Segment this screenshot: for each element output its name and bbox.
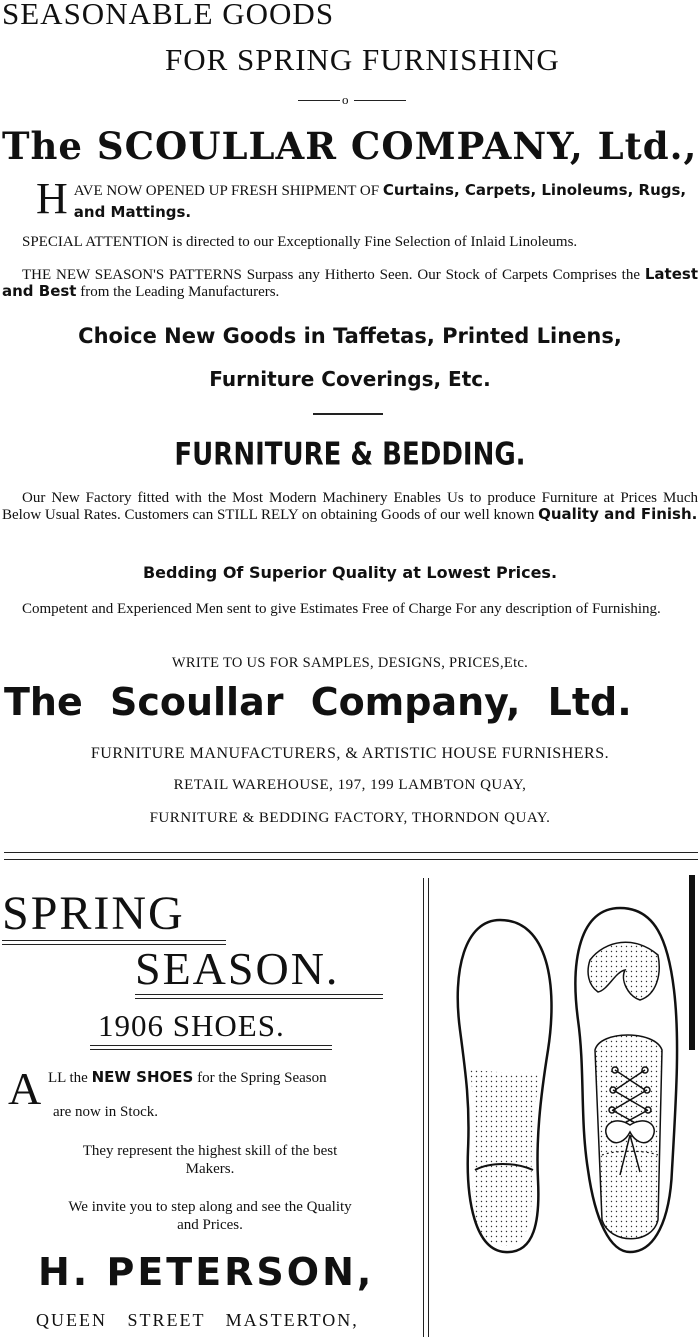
special-attention-text: SPECIAL ATTENTION is directed to our Exceptionally Fine Selection of Inlaid Linoleums. [22, 234, 578, 250]
section-rule [313, 413, 383, 415]
choice-goods-line1: Choice New Goods in Taffetas, Printed Linens, [78, 324, 622, 348]
drop-cap-a: A [8, 1063, 42, 1114]
manufacturers-line: FURNITURE MANUFACTURERS, & ARTISTIC HOUSE FURNISHERS. [90, 745, 610, 762]
invite-line1: We invite you to step along and see the Quality [68, 1199, 352, 1215]
factory-bold: Quality and Finish. [538, 505, 698, 523]
new-shoes-pre: LL the [48, 1070, 92, 1086]
invite-line2: and Prices. [177, 1217, 243, 1233]
season-heading: SEASON. [135, 943, 340, 994]
bedding-factory-line: FURNITURE & BEDDING FACTORY, THORNDON QUAY. [149, 810, 551, 826]
new-shoes-post: for the Spring Season [193, 1070, 327, 1086]
company-title: The SCOULLAR COMPANY, Ltd., [2, 124, 698, 168]
represent-line1: They represent the highest skill of the best [82, 1143, 338, 1159]
headline-seasonable-goods: SEASONABLE GOODS [2, 0, 335, 31]
patterns-tail: from the Leading Manufacturers. [76, 284, 280, 300]
ornamental-divider [280, 92, 410, 108]
shoes-illustration [430, 900, 692, 1260]
column-divider [423, 878, 429, 1337]
retail-warehouse-line: RETAIL WAREHOUSE, 197, 199 LAMBTON QUAY, [173, 777, 527, 793]
competent-text: Competent and Experienced Men sent to give Estimates Free of Charge For any description of Furnishing. [22, 601, 661, 617]
merchant-name: H. PETERSON, [38, 1250, 375, 1294]
new-shoes-line [48, 1068, 327, 1087]
shoes-underline [90, 1045, 332, 1050]
spring-heading: SPRING [2, 887, 185, 940]
season-underline [135, 994, 383, 999]
in-stock-line: are now in Stock. [53, 1104, 158, 1120]
bedding-line: Bedding Of Superior Quality at Lowest Prices. [142, 563, 558, 582]
new-shoes-bold: NEW SHOES [91, 1068, 194, 1086]
furniture-bedding-heading: FURNITURE & BEDDING. [174, 437, 526, 473]
patterns-bold: Latest and Best [2, 265, 698, 300]
factory-text-main: Our New Factory fitted with the Most Modern Machinery Enables Us to produce Furniture at Prices Much Below Usual Rates. Customers can STILL RELY on obtaining Goods of our well known [2, 490, 698, 523]
headline-spring-furnishing: FOR SPRING FURNISHING [165, 42, 560, 77]
intro-goods: Curtains, Carpets, Linoleums, Rugs, and Mattings. [73, 181, 687, 221]
patterns-text [2, 266, 698, 300]
intro-paragraph [2, 174, 698, 224]
choice-goods-line2: Furniture Coverings, Etc. [209, 367, 491, 391]
intro-text: AVE NOW OPENED UP FRESH SHIPMENT OF [73, 183, 383, 199]
merchant-address: QUEEN STREET MASTERTON, [36, 1310, 359, 1330]
advertisement-separator [4, 852, 698, 860]
write-to-us-line: WRITE TO US FOR SAMPLES, DESIGNS, PRICES,Etc. [171, 655, 529, 671]
company-name-large: The Scoullar Company, Ltd. [4, 680, 632, 724]
patterns-text-main: THE NEW SEASON'S PATTERNS Surpass any Hitherto Seen. Our Stock of Carpets Comprises the [22, 267, 645, 283]
drop-cap-h: H [36, 174, 68, 223]
represent-line2: Makers. [185, 1161, 235, 1177]
shoe-sole-icon [458, 920, 552, 1252]
divider-mark: o [342, 92, 349, 107]
brogue-shoe-icon [575, 908, 677, 1252]
shoes-heading: 1906 SHOES. [98, 1008, 285, 1043]
factory-text [2, 490, 698, 523]
